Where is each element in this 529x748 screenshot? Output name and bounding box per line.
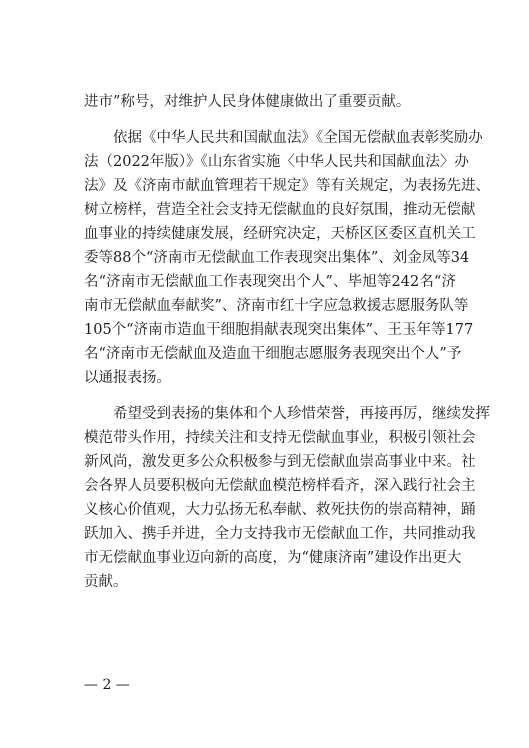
text-line: 树立榜样，营造全社会支持无偿献血的良好氛围，推动无偿献 [84,202,476,218]
text-line: 进市”称号，对维护人民身体健康做出了重要贡献。 [84,94,411,110]
paragraph-gap [84,114,456,126]
text-line: 市无偿献血事业迈向新的高度，为“健康济南”建设作出更大 [84,550,462,566]
text-line: 贡献。 [84,574,128,590]
text-line: 法（2022年版）》《山东省实施〈中华人民共和国献血法〉办 [84,154,469,170]
text-line: 新风尚，激发更多公众积极参与到无偿献血崇高事业中来。社 [84,454,476,470]
body-text [84,90,490,594]
text-line: 依据《中华人民共和国献血法》《全国无偿献血表彰奖励办 [84,130,483,146]
text-line: 以通报表扬。 [84,370,171,386]
text-line: 血事业的持续健康发展，经研究决定，天桥区区委区直机关工 [84,226,476,242]
paragraph-2 [84,126,490,390]
text-line: 委等88个“济南市无偿献血工作表现突出集体”、刘金凤等34 [84,250,470,266]
paragraph-3 [84,402,490,594]
text-line: 105个“济南市造血干细胞捐献表现突出集体”、王玉年等177 [84,322,474,338]
text-line: 义核心价值观，大力弘扬无私奉献、救死扶伤的崇高精神，踊 [84,502,476,518]
text-line: 跃加入、携手并进，全力支持我市无偿献血工作，共同推动我 [84,526,476,542]
text-line: 会各界人员要积极向无偿献血模范榜样看齐，深入践行社会主 [84,478,476,494]
page-number: — 2 — [84,677,130,693]
text-line: 名“济南市无偿献血工作表现突出个人”、毕旭等242名“济 [84,274,456,290]
text-line: 希望受到表扬的集体和个人珍惜荣誉，再接再厉，继续发挥 [84,406,490,422]
text-line: 名“济南市无偿献血及造血干细胞志愿服务表现突出个人”予 [84,346,462,362]
paragraph-1 [84,90,456,114]
text-line: 南市无偿献血奉献奖”、济南市红十字应急救援志愿服务队等 [84,298,469,314]
paragraph-gap [84,390,456,402]
text-line: 模范带头作用，持续关注和支持无偿献血事业，积极引领社会 [84,430,476,446]
text-line: 法》及《济南市献血管理若干规定》等有关规定，为表扬先进、 [84,178,490,194]
